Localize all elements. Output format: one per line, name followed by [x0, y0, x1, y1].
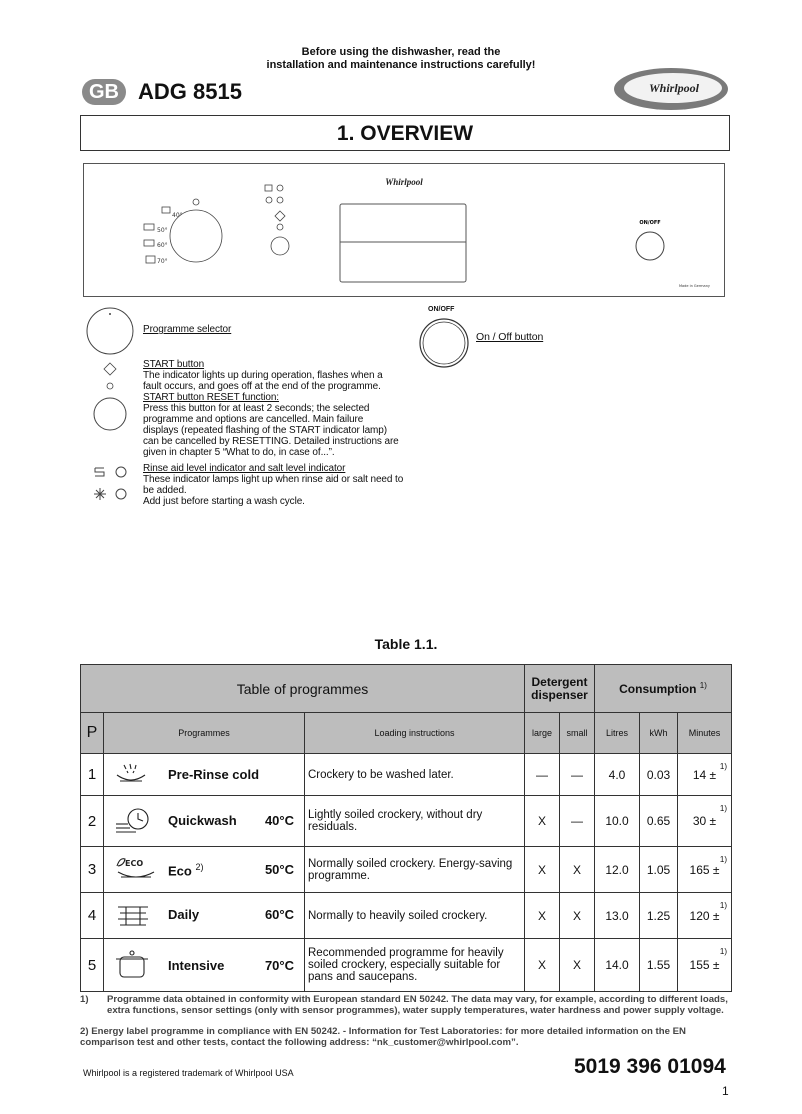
- salt-icon: [95, 468, 104, 476]
- programme-temp: 40°C: [264, 813, 294, 828]
- eco-icon: [114, 854, 158, 884]
- indicator-desc-3: Add just before starting a wash cycle.: [143, 496, 305, 507]
- dispenser-small: X: [560, 847, 595, 893]
- litres: 12.0: [595, 847, 640, 893]
- indicator-legend: [143, 463, 413, 507]
- litres: 4.0: [595, 754, 640, 796]
- pre-rinse-mini-icon: [162, 207, 170, 213]
- programme-cell: [104, 893, 305, 939]
- panel-logo: Whirlpool: [385, 177, 423, 187]
- panel-onoff-label: ON/OFF: [639, 220, 661, 226]
- indicator-desc-1: These indicator lamps light up when rinse aid or salt need to: [143, 474, 404, 485]
- dispenser-small: —: [560, 754, 595, 796]
- consumption-note: 1): [699, 681, 707, 690]
- reset-desc-1: Press this button for at least 2 seconds; the selected: [143, 403, 370, 414]
- col-p: P: [81, 713, 104, 754]
- dispenser-large: X: [525, 796, 560, 847]
- table-caption: Table 1.1.: [374, 636, 438, 652]
- minutes-value: 30 ±: [692, 814, 717, 828]
- eco-label: ECO: [125, 859, 144, 868]
- control-panel-illustration: [83, 163, 725, 297]
- programme-cell: [104, 796, 305, 847]
- salt-mini-icon: [265, 185, 272, 191]
- part-number: 5019 396 01094: [574, 1055, 726, 1078]
- programme-name: Daily: [168, 907, 200, 922]
- table-row: [81, 939, 732, 992]
- table-row: [81, 754, 732, 796]
- minutes-note: 1): [719, 762, 728, 771]
- onoff-button-icon: [419, 318, 469, 368]
- selector-temp-2: 50°: [157, 227, 168, 234]
- col-litres: Litres: [595, 713, 640, 754]
- programme-selector-icon: [86, 307, 134, 355]
- dispenser-small: X: [560, 939, 595, 992]
- dispenser-small: X: [560, 893, 595, 939]
- programme-name-note: 2): [195, 862, 204, 872]
- page-number: 1: [722, 1084, 729, 1098]
- dispenser-large: X: [525, 893, 560, 939]
- start-button-icon: [93, 397, 127, 431]
- col-small: small: [560, 713, 595, 754]
- programme-cell: [104, 939, 305, 992]
- minutes-note: 1): [719, 855, 728, 864]
- consumption-header: [595, 665, 732, 713]
- detergent-header: Detergent dispenser: [525, 665, 595, 713]
- loading-instructions: Recommended programme for heavily soiled crockery, especially suitable for pans and saucepans.: [305, 939, 525, 992]
- loading-instructions: Lightly soiled crockery, without dry residuals.: [305, 796, 525, 847]
- start-button-mini: [271, 237, 289, 255]
- minutes-value: 120 ±: [689, 908, 720, 923]
- selector-temp-3: 60°: [157, 242, 168, 249]
- logo-text: Whirlpool: [648, 81, 700, 95]
- row-number: 1: [81, 754, 104, 796]
- loading-instructions: Crockery to be washed later.: [305, 754, 525, 796]
- minutes: [678, 847, 732, 893]
- notice-line-2: installation and maintenance instructions carefully!: [266, 59, 536, 71]
- litres: 13.0: [595, 893, 640, 939]
- daily-mini-icon: [144, 240, 154, 246]
- reset-title: START button RESET function:: [143, 392, 279, 403]
- col-kwh: kWh: [640, 713, 678, 754]
- minutes-value: 165 ±: [689, 862, 720, 877]
- table-row: [81, 847, 732, 893]
- programme-name: Quickwash: [168, 813, 237, 828]
- language-badge: GB: [82, 79, 126, 105]
- programme-knob: [170, 210, 222, 262]
- minutes-note: 1): [719, 804, 728, 813]
- row-number: 3: [81, 847, 104, 893]
- programme-name: Pre-Rinse cold: [168, 767, 260, 782]
- dispenser-large: X: [525, 847, 560, 893]
- start-desc-2: fault occurs, and goes off at the end of the programme.: [143, 381, 381, 392]
- kwh: 1.55: [640, 939, 678, 992]
- footnote-2: 2) Energy label programme in compliance with EN 50242. - Information for Test Laboratories: for more detailed information on the EN comparison test and other tests, contact the following address: “nk_customer@whirlpool.com”.: [80, 1026, 686, 1048]
- reset-desc-3: displays (repeated flashing of the START indicator lamp): [143, 425, 387, 436]
- intensive-mini-icon: [146, 256, 155, 263]
- panel-onoff-button: [636, 232, 664, 260]
- daily-icon: [114, 903, 152, 929]
- start-indicator-icon: [102, 362, 120, 392]
- quickwash-mini-icon: [144, 224, 154, 230]
- programme-name-text: Eco: [168, 863, 192, 879]
- selector-temp-1: 40°: [172, 212, 183, 219]
- model-title: ADG 8515: [138, 79, 242, 104]
- footnote-1-marker: 1): [80, 994, 89, 1005]
- reset-desc-5: given in chapter 5 “What to do, in case of...”.: [143, 447, 335, 458]
- col-loading: Loading instructions: [305, 713, 525, 754]
- section-title: 1. OVERVIEW: [80, 115, 730, 151]
- onoff-button-label: On / Off button: [476, 331, 544, 343]
- programme-temp: 50°C: [264, 862, 294, 877]
- kwh: 1.05: [640, 847, 678, 893]
- kwh: 1.25: [640, 893, 678, 939]
- programme-temp: 70°C: [264, 958, 294, 973]
- col-minutes: Minutes: [678, 713, 732, 754]
- loading-instructions: Normally to heavily soiled crockery.: [305, 893, 525, 939]
- programme-name: Intensive: [168, 958, 225, 973]
- programme-name: [168, 862, 203, 878]
- notice-line-1: Before using the dishwasher, read the: [301, 46, 501, 58]
- dispenser-large: —: [525, 754, 560, 796]
- col-large: large: [525, 713, 560, 754]
- reset-desc-4: can be cancelled by RESETTING. Detailed instructions are: [143, 436, 399, 447]
- start-title: START button: [143, 359, 205, 370]
- minutes-note: 1): [719, 901, 728, 910]
- trademark-note: Whirlpool is a registered trademark of Whirlpool USA: [83, 1068, 294, 1078]
- table-row: [81, 893, 732, 939]
- minutes-note: 1): [719, 947, 728, 956]
- litres: 10.0: [595, 796, 640, 847]
- selector-temp-4: 70°: [157, 258, 168, 265]
- intensive-icon: [114, 949, 150, 983]
- consumption-title: Consumption: [619, 682, 697, 696]
- footnote-1-text: Programme data obtained in conformity with European standard EN 50242. The data may vary, for example, according to different loads, extra functions, sensor settings (only with sensor programmes), water supply temperatures, water hardness and power supply voltage.: [107, 994, 728, 1016]
- programme-cell: [104, 847, 305, 893]
- programme-temp: 60°C: [264, 907, 294, 922]
- minutes: [678, 893, 732, 939]
- rinse-lamp-icon: [116, 489, 126, 499]
- litres: 14.0: [595, 939, 640, 992]
- start-mini-icon: [275, 211, 285, 221]
- footnote-1: [80, 994, 730, 1016]
- loading-instructions: Normally soiled crockery. Energy-saving programme.: [305, 847, 525, 893]
- eco-mini-icon: [193, 199, 199, 205]
- reset-desc-2: programme and options are cancelled. Main failure: [143, 414, 364, 425]
- salt-lamp: [277, 185, 283, 191]
- minutes: [678, 939, 732, 992]
- programme-selector-label: Programme selector: [143, 324, 232, 335]
- col-programmes: Programmes: [104, 713, 305, 754]
- kwh: 0.65: [640, 796, 678, 847]
- display-window: [340, 204, 466, 282]
- start-desc-1: The indicator lights up during operation, flashes when a: [143, 370, 383, 381]
- whirlpool-logo: [612, 66, 730, 112]
- programmes-table: [80, 664, 732, 992]
- kwh: 0.03: [640, 754, 678, 796]
- dispenser-small: —: [560, 796, 595, 847]
- indicator-title: Rinse aid level indicator and salt level indicator: [143, 463, 346, 474]
- rinse-mini-icon: [266, 197, 272, 203]
- table-title: Table of programmes: [81, 665, 525, 713]
- rinse-lamp: [277, 197, 283, 203]
- onoff-small-label: ON/OFF: [428, 306, 455, 313]
- table-row: [81, 796, 732, 847]
- made-in-label: Made in Germany: [678, 284, 710, 288]
- start-lamp: [277, 224, 283, 230]
- row-number: 5: [81, 939, 104, 992]
- minutes-value: 14 ±: [692, 767, 717, 782]
- indicator-desc-2: be added.: [143, 485, 187, 496]
- minutes: [678, 796, 732, 847]
- salt-lamp-icon: [116, 467, 126, 477]
- row-number: 2: [81, 796, 104, 847]
- minutes-value: 155 ±: [689, 958, 720, 972]
- minutes: [678, 754, 732, 796]
- pre-rinse-icon: [114, 763, 148, 787]
- rinse-aid-icon: [94, 488, 106, 500]
- start-legend: [143, 359, 413, 458]
- indicator-lamps-icon: [92, 464, 132, 504]
- row-number: 4: [81, 893, 104, 939]
- programme-cell: [104, 754, 305, 796]
- quickwash-icon: [114, 806, 152, 836]
- dispenser-large: X: [525, 939, 560, 992]
